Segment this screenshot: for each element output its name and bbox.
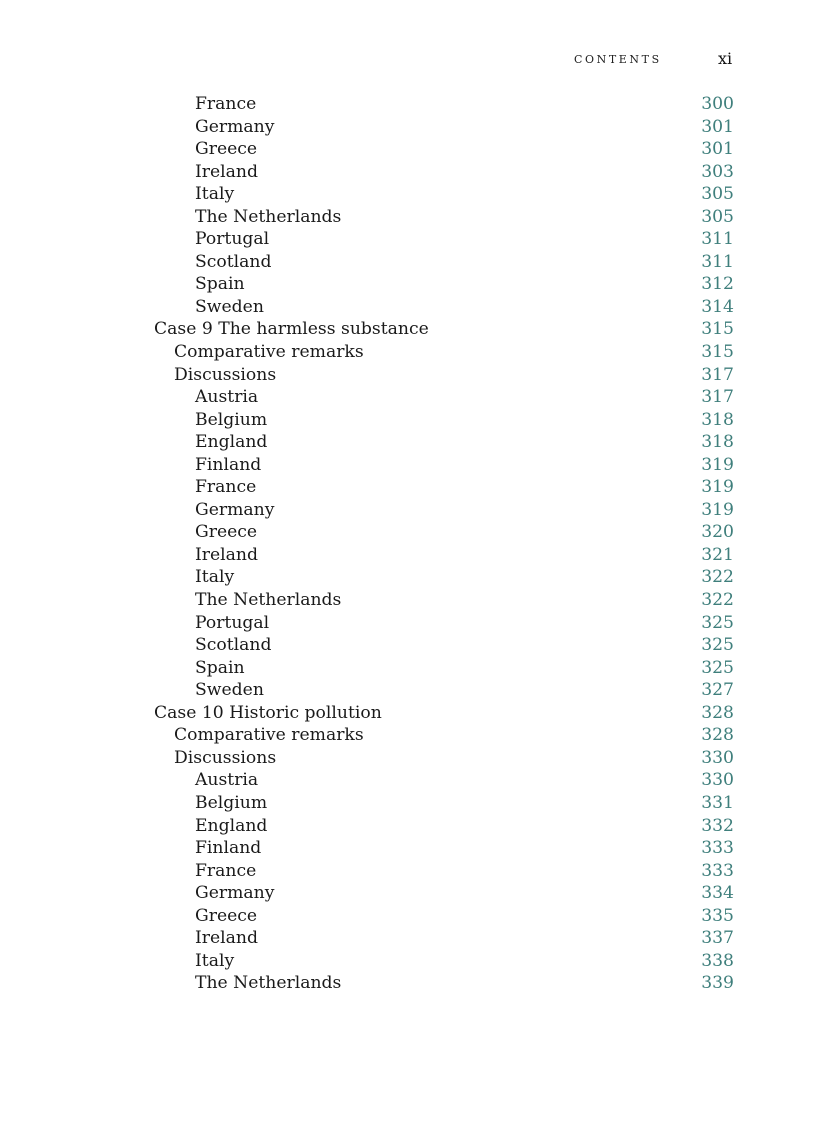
- toc-country-entry[interactable]: [154, 228, 734, 251]
- toc-entry-label: England: [195, 815, 268, 836]
- toc-entry-label: Sweden: [195, 680, 264, 701]
- toc-country-entry[interactable]: [154, 206, 734, 229]
- toc-page-link[interactable]: 330: [701, 747, 734, 768]
- toc-page-link[interactable]: 339: [701, 973, 734, 994]
- toc-entry-label: Italy: [195, 184, 235, 205]
- toc-page-link[interactable]: 311: [701, 229, 734, 250]
- toc-entry-label: The Netherlands: [195, 206, 342, 227]
- toc-entry-label: Germany: [195, 116, 275, 137]
- toc-page-link[interactable]: 337: [701, 928, 734, 949]
- toc-page-link[interactable]: 338: [701, 950, 734, 971]
- toc-entry-label: Germany: [195, 883, 275, 904]
- toc-country-entry[interactable]: [154, 296, 734, 319]
- toc-country-entry[interactable]: [154, 521, 734, 544]
- toc-page-link[interactable]: 311: [701, 251, 734, 272]
- toc-page-link[interactable]: 318: [701, 432, 734, 453]
- page-number: xi: [718, 49, 733, 68]
- toc-entry-label: Greece: [195, 905, 258, 926]
- toc-country-entry[interactable]: [154, 93, 734, 116]
- toc-entry-label: France: [195, 860, 257, 881]
- toc-page-link[interactable]: 328: [701, 702, 734, 723]
- toc-country-entry[interactable]: [154, 183, 734, 206]
- toc-page-link[interactable]: 319: [701, 454, 734, 475]
- toc-page-link[interactable]: 319: [701, 477, 734, 498]
- toc-page-link[interactable]: 321: [701, 544, 734, 565]
- toc-country-entry[interactable]: [154, 544, 734, 567]
- toc-entry-label: Comparative remarks: [174, 342, 364, 363]
- toc-entry-label: Discussions: [174, 364, 277, 385]
- toc-entry-label: Italy: [195, 950, 235, 971]
- toc-entry-label: Austria: [195, 770, 259, 791]
- toc-entry-label: The Netherlands: [195, 590, 342, 611]
- toc-entry-label: Italy: [195, 567, 235, 588]
- toc-country-entry[interactable]: [154, 792, 734, 815]
- toc-country-entry[interactable]: [154, 409, 734, 432]
- running-head-label: CONTENTS: [574, 53, 662, 66]
- toc-entry-label: Case 10 Historic pollution: [154, 702, 382, 723]
- toc-entry-label: Finland: [195, 454, 262, 475]
- toc-entry-label: Scotland: [195, 635, 272, 656]
- toc-page-link[interactable]: 303: [701, 161, 734, 182]
- toc-page-link[interactable]: 322: [701, 567, 734, 588]
- toc-entry-label: Portugal: [195, 612, 270, 633]
- toc-country-entry[interactable]: [154, 454, 734, 477]
- toc-country-entry[interactable]: [154, 927, 734, 950]
- toc-section-entry[interactable]: [154, 747, 734, 770]
- toc-section-entry[interactable]: [154, 341, 734, 364]
- toc-section-entry[interactable]: [154, 724, 734, 747]
- toc-entry-label: The Netherlands: [195, 973, 342, 994]
- toc-page-link[interactable]: 317: [701, 387, 734, 408]
- toc-case-heading[interactable]: [154, 318, 734, 341]
- toc-country-entry[interactable]: [154, 905, 734, 928]
- toc-page-link[interactable]: 305: [701, 206, 734, 227]
- toc-country-entry[interactable]: [154, 431, 734, 454]
- toc-country-entry[interactable]: [154, 499, 734, 522]
- toc-page-link[interactable]: 325: [701, 612, 734, 633]
- toc-country-entry[interactable]: [154, 950, 734, 973]
- toc-country-entry[interactable]: [154, 161, 734, 184]
- toc-country-entry[interactable]: [154, 679, 734, 702]
- toc-entry-label: Greece: [195, 522, 258, 543]
- toc-page-link[interactable]: 315: [701, 342, 734, 363]
- toc-entry-label: Austria: [195, 387, 259, 408]
- toc-case-heading[interactable]: [154, 702, 734, 725]
- toc-page-link[interactable]: 319: [701, 499, 734, 520]
- table-of-contents: [154, 93, 734, 995]
- toc-country-entry[interactable]: [154, 860, 734, 883]
- toc-page-link[interactable]: 315: [701, 319, 734, 340]
- toc-page-link[interactable]: 333: [701, 838, 734, 859]
- toc-country-entry[interactable]: [154, 251, 734, 274]
- toc-entry-label: Comparative remarks: [174, 725, 364, 746]
- toc-page-link[interactable]: 314: [701, 296, 734, 317]
- toc-country-entry[interactable]: [154, 476, 734, 499]
- toc-entry-label: Spain: [195, 657, 245, 678]
- toc-page-link[interactable]: 335: [701, 905, 734, 926]
- toc-entry-label: Belgium: [195, 409, 268, 430]
- toc-country-entry[interactable]: [154, 386, 734, 409]
- toc-entry-label: France: [195, 477, 257, 498]
- toc-page-link[interactable]: 328: [701, 725, 734, 746]
- toc-country-entry[interactable]: [154, 837, 734, 860]
- toc-entry-label: Finland: [195, 838, 262, 859]
- toc-country-entry[interactable]: [154, 769, 734, 792]
- toc-page-link[interactable]: 332: [701, 815, 734, 836]
- toc-page-link[interactable]: 333: [701, 860, 734, 881]
- toc-page-link[interactable]: 325: [701, 635, 734, 656]
- toc-entry-label: Ireland: [195, 161, 258, 182]
- toc-page-link[interactable]: 331: [701, 792, 734, 813]
- toc-entry-label: Germany: [195, 499, 275, 520]
- toc-entry-label: Case 9 The harmless substance: [154, 319, 429, 340]
- toc-entry-label: Greece: [195, 139, 258, 160]
- toc-entry-label: Ireland: [195, 544, 258, 565]
- toc-page-link[interactable]: 330: [701, 770, 734, 791]
- toc-page-link[interactable]: 318: [701, 409, 734, 430]
- toc-page-link[interactable]: 320: [701, 522, 734, 543]
- toc-country-entry[interactable]: [154, 589, 734, 612]
- toc-country-entry[interactable]: [154, 972, 734, 995]
- toc-country-entry[interactable]: [154, 138, 734, 161]
- toc-page-link[interactable]: 305: [701, 184, 734, 205]
- toc-country-entry[interactable]: [154, 882, 734, 905]
- toc-page-link[interactable]: 327: [701, 680, 734, 701]
- toc-entry-label: France: [195, 94, 257, 114]
- toc-page-link[interactable]: 300: [701, 94, 734, 114]
- toc-country-entry[interactable]: [154, 566, 734, 589]
- toc-entry-label: Ireland: [195, 928, 258, 949]
- running-head: [0, 49, 816, 69]
- toc-entry-label: Portugal: [195, 229, 270, 250]
- toc-page-link[interactable]: 312: [701, 274, 734, 295]
- toc-entry-label: Discussions: [174, 747, 277, 768]
- toc-country-entry[interactable]: [154, 657, 734, 680]
- toc-entry-label: Sweden: [195, 296, 264, 317]
- toc-section-entry[interactable]: [154, 364, 734, 387]
- toc-page-link[interactable]: 301: [701, 139, 734, 160]
- toc-country-entry[interactable]: [154, 612, 734, 635]
- toc-entry-label: Spain: [195, 274, 245, 295]
- toc-entry-label: Belgium: [195, 792, 268, 813]
- toc-country-entry[interactable]: [154, 634, 734, 657]
- toc-country-entry[interactable]: [154, 116, 734, 139]
- toc-page-link[interactable]: 301: [701, 116, 734, 137]
- toc-entry-label: England: [195, 432, 268, 453]
- toc-page-link[interactable]: 334: [701, 883, 734, 904]
- toc-page-link[interactable]: 317: [701, 364, 734, 385]
- toc-page-link[interactable]: 325: [701, 657, 734, 678]
- toc-country-entry[interactable]: [154, 273, 734, 296]
- toc-page-link[interactable]: 322: [701, 590, 734, 611]
- toc-entry-label: Scotland: [195, 251, 272, 272]
- toc-country-entry[interactable]: [154, 815, 734, 838]
